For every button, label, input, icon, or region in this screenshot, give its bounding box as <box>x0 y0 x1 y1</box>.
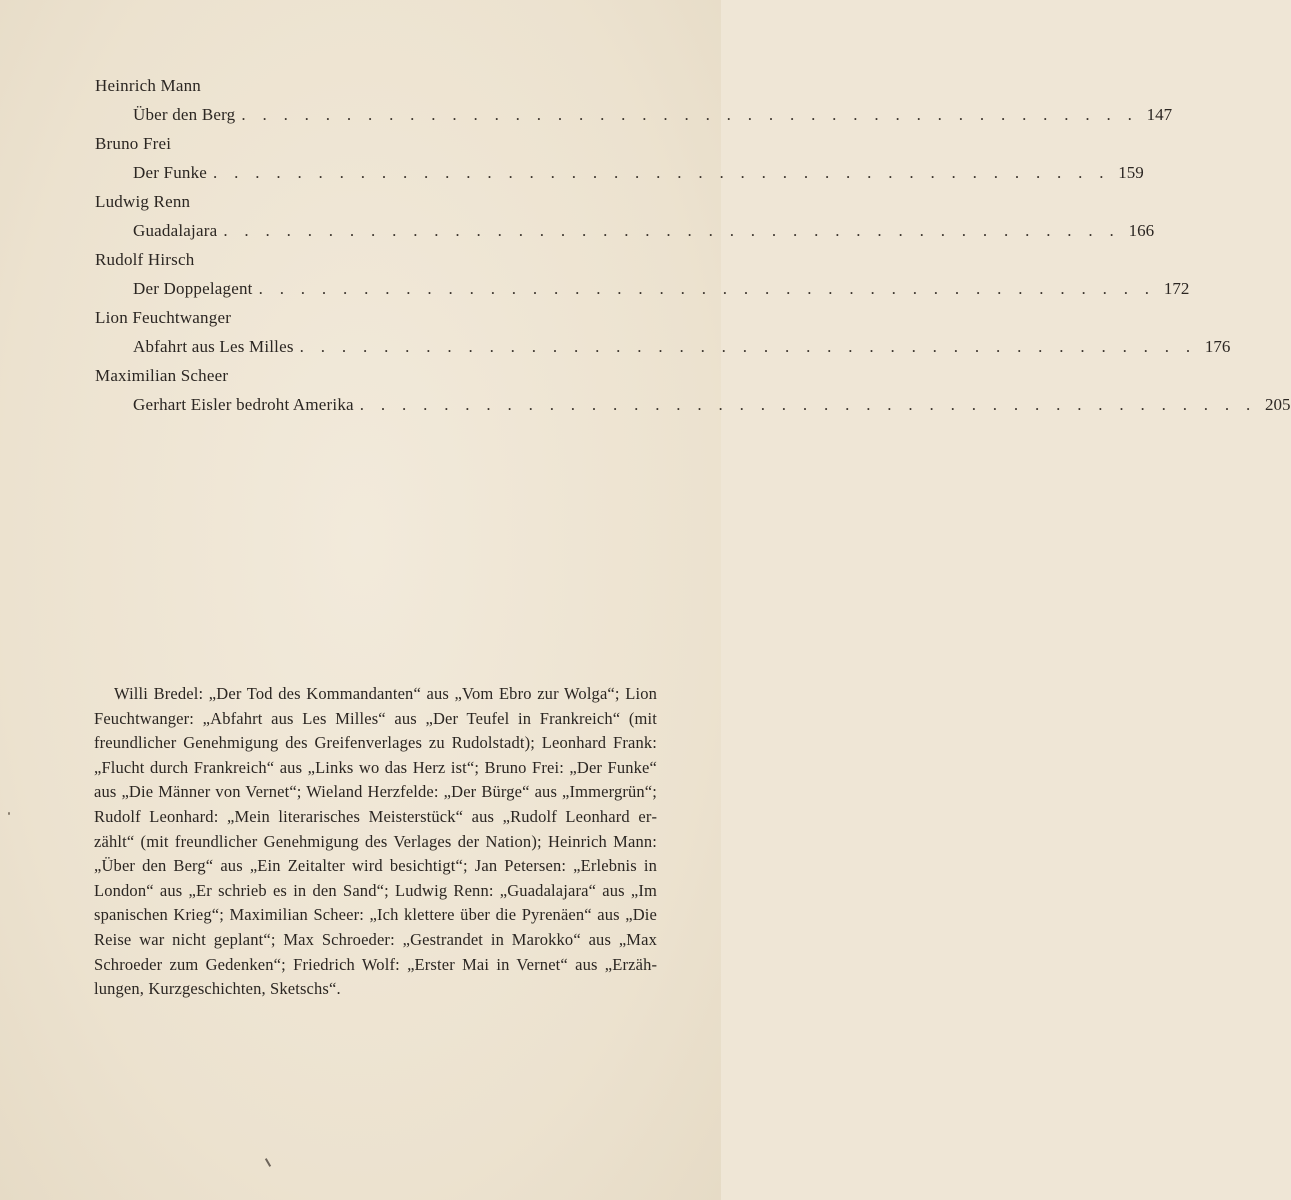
paper-mark <box>265 1158 271 1167</box>
toc-title: Gerhart Eisler bedroht Amerika <box>133 395 354 414</box>
toc-entry <box>95 308 1231 366</box>
toc-page-number: 166 <box>1128 221 1155 240</box>
toc-author: Bruno Frei <box>95 134 172 153</box>
toc-title-row <box>95 337 1231 366</box>
toc-page-number: 205 <box>1265 395 1291 414</box>
toc-title: Der Funke <box>133 163 208 182</box>
dot-leader: . . . . . . . . . . . . . . . . . . . . . . . . . . . . . . . . . . . . . . . . . . . <box>213 163 1110 182</box>
toc-entry <box>95 76 1173 134</box>
toc-author: Ludwig Renn <box>95 192 191 211</box>
toc-page-number: 176 <box>1204 337 1231 356</box>
toc-title-row <box>95 395 1291 424</box>
source-credits <box>94 682 657 1002</box>
toc-page-number: 147 <box>1146 105 1173 124</box>
toc-title: Der Doppelagent <box>133 279 253 298</box>
toc-author: Lion Feuchtwanger <box>95 308 232 327</box>
toc-title-row <box>95 221 1155 250</box>
toc-author: Rudolf Hirsch <box>95 250 195 269</box>
dot-leader: . . . . . . . . . . . . . . . . . . . . . . . . . . . . . . . . . . . . . . . . . . . <box>299 337 1197 356</box>
toc-author: Heinrich Mann <box>95 76 201 95</box>
toc-entry <box>95 366 1291 424</box>
toc-title: Abfahrt aus Les Milles <box>133 337 294 356</box>
dot-leader: . . . . . . . . . . . . . . . . . . . . . . . . . . . . . . . . . . . . . . . . . . . <box>241 105 1139 124</box>
toc-entry <box>95 134 1144 192</box>
dot-leader: . . . . . . . . . . . . . . . . . . . . . . . . . . . . . . . . . . . . . . . . . . . <box>359 395 1257 414</box>
toc-title-row <box>95 279 1190 308</box>
table-of-contents <box>95 76 1291 424</box>
toc-entry <box>95 250 1190 308</box>
toc-author: Maximilian Scheer <box>95 366 229 385</box>
dot-leader: . . . . . . . . . . . . . . . . . . . . . . . . . . . . . . . . . . . . . . . . . . . <box>258 279 1156 298</box>
toc-entry <box>95 192 1155 250</box>
dot-leader: . . . . . . . . . . . . . . . . . . . . . . . . . . . . . . . . . . . . . . . . . . . <box>223 221 1121 240</box>
toc-page-number: 172 <box>1163 279 1190 298</box>
toc-title-row <box>95 105 1173 134</box>
toc-title: Guadalajara <box>133 221 218 240</box>
paper-speck <box>8 812 10 815</box>
toc-title: Über den Berg <box>133 105 236 124</box>
toc-page-number: 159 <box>1118 163 1144 182</box>
credits-paragraph: Willi Bredel: „Der Tod des Kommandanten“ aus „Vom Ebro zur Wolga“; Lion Feuchtwanger: „Abfahrt aus Les Milles“ aus „Der Teufel in Frankreich“ (mit freundlicher Genehmigung des Greifenverlages zu Rudolstadt); Leonhard Frank: „Flucht durch Frankreich“ aus „Links wo das Herz ist“; Bruno Frei: „Der Funke“ aus „Die Männer von Vernet“; Wieland Herzfelde: „Der Bürge“ aus „Immergrün“; Rudolf Leonhard: „Mein literarisches Meisterstück“ aus „Rudolf Leonhard erzählt“ (mit freundlicher Genehmigung des Verlages der Nation); Heinrich Mann: „Über den Berg“ aus „Ein Zeitalter wird besichtigt“; Jan Petersen: „Erlebnis in London“ aus „Er schrieb es in den Sand“; Ludwig Renn: „Guadalajara“ aus „Im spanischen Krieg“; Maximilian Scheer: „Ich klettere über die Pyrenäen“ aus „Die Reise war nicht geplant“; Max Schroeder: „Gestrandet in Marokko“ aus „Max Schroeder zum Gedenken“; Friedrich Wolf: „Erster Mai in Vernet“ aus „Erzählungen, Kurzgeschichten, Sketschs“. <box>94 684 657 999</box>
toc-title-row <box>95 163 1144 192</box>
